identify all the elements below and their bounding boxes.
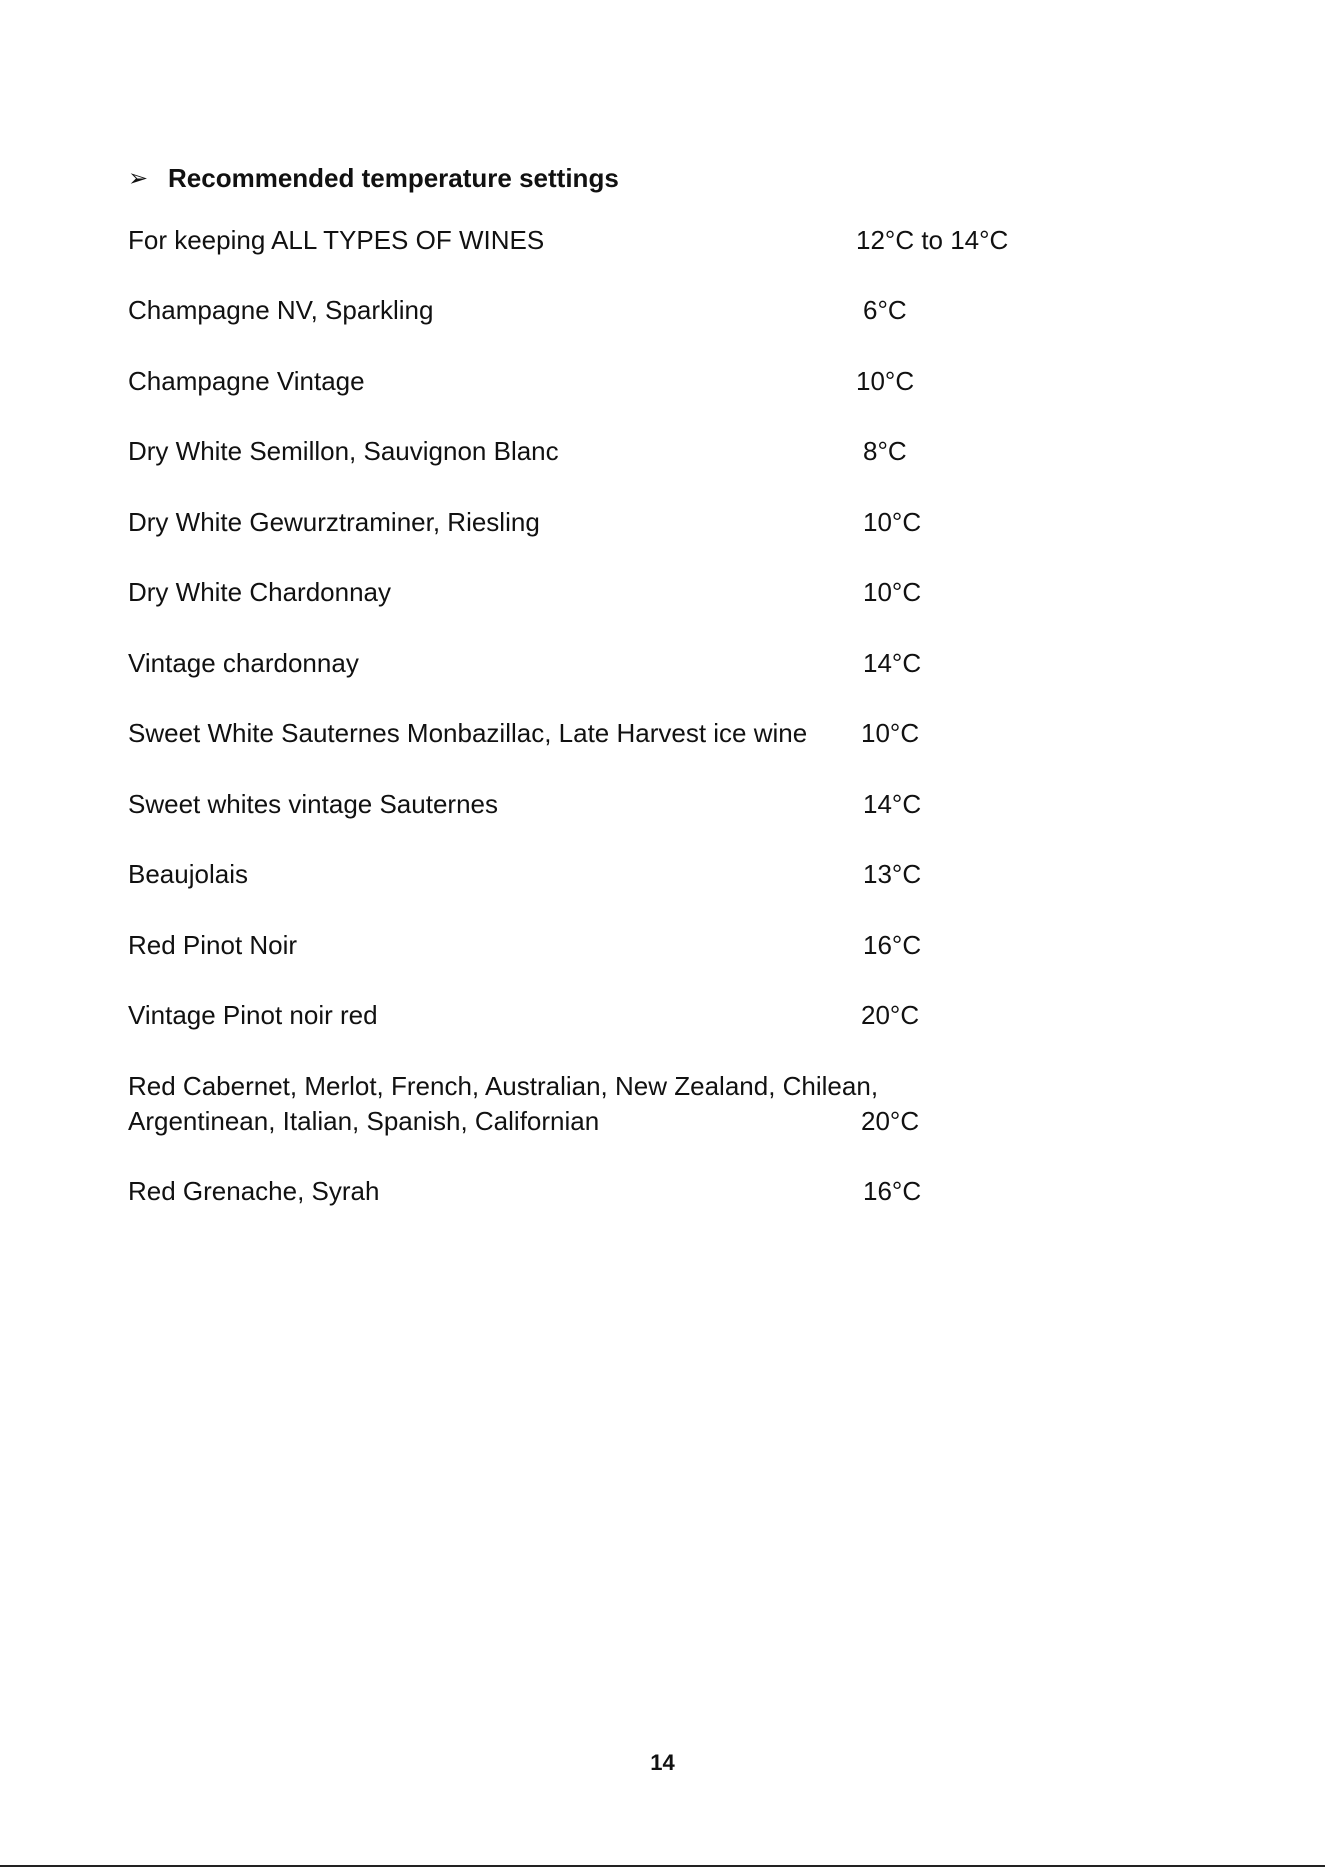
wine-type-label: Beaujolais (128, 859, 248, 889)
section-heading (128, 163, 619, 194)
bottom-divider (0, 1865, 1325, 1867)
wine-type-label: Sweet whites vintage Sauternes (128, 789, 498, 819)
temperature-value: 10°C (863, 507, 922, 537)
wine-type-label: Dry White Gewurztraminer, Riesling (128, 507, 540, 537)
temperature-value: 16°C (863, 1176, 922, 1206)
temperature-value: 16°C (863, 930, 922, 960)
temperature-value: 20°C (861, 1106, 920, 1136)
wine-type-label-line-2: Argentinean, Italian, Spanish, Californian (128, 1106, 600, 1136)
temperature-row-red-cabernet (128, 1069, 1028, 1141)
wine-type-label: Red Cabernet, Merlot, French, Australian, New Zealand, Chilean, (128, 1071, 879, 1101)
temperature-value: 20°C (861, 1000, 920, 1030)
temperature-value: 10°C (863, 577, 922, 607)
wine-type-label: Red Grenache, Syrah (128, 1176, 380, 1206)
temperature-value: 14°C (863, 789, 922, 819)
wine-type-label: Dry White Chardonnay (128, 577, 391, 607)
wine-type-label: For keeping ALL TYPES OF WINES (128, 225, 545, 255)
temperature-value: 8°C (863, 436, 907, 466)
temperature-value: 6°C (863, 295, 907, 325)
temperature-value: 10°C (861, 718, 920, 748)
page-number: 14 (650, 1750, 675, 1775)
arrow-bullet-icon: ➢ (128, 165, 149, 192)
temperature-value: 12°C to 14°C (856, 225, 1009, 255)
temperature-value: 10°C (856, 366, 915, 396)
wine-type-label: Champagne NV, Sparkling (128, 295, 434, 325)
wine-type-label: Dry White Semillon, Sauvignon Blanc (128, 436, 559, 466)
wine-type-label: Vintage chardonnay (128, 648, 359, 678)
section-title: Recommended temperature settings (168, 163, 619, 193)
temperature-value: 14°C (863, 648, 922, 678)
wine-type-label: Sweet White Sauternes Monbazillac, Late Harvest ice wine (128, 718, 808, 748)
temperature-value: 13°C (863, 859, 922, 889)
wine-type-label: Red Pinot Noir (128, 930, 298, 960)
wine-type-label: Vintage Pinot noir red (128, 1000, 378, 1030)
wine-type-label: Champagne Vintage (128, 366, 365, 396)
